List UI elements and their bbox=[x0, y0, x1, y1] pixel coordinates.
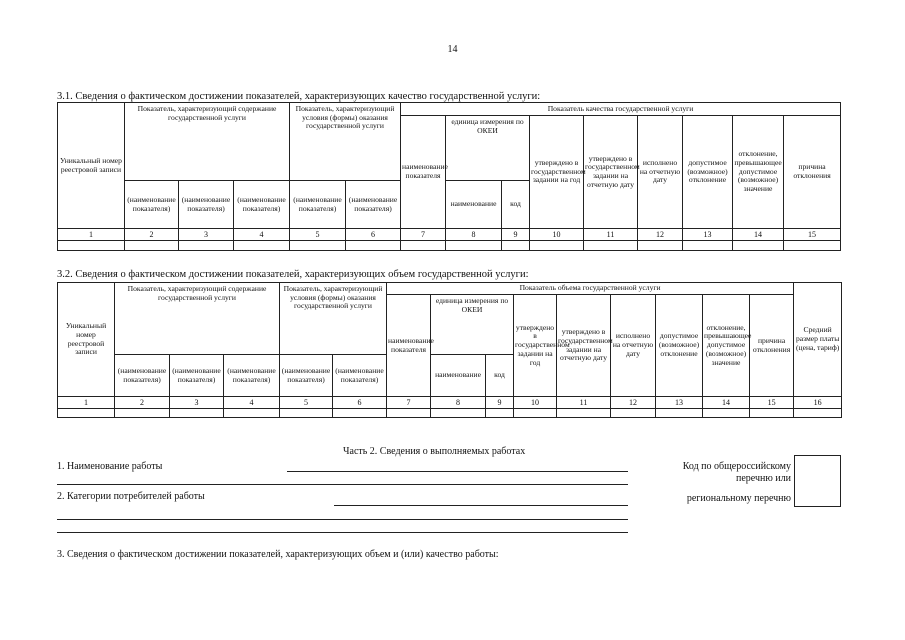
code-label-line1: Код по общероссийскому bbox=[682, 461, 791, 472]
sub-name-header: (наименование показателя) bbox=[333, 355, 387, 397]
column-number: 9 bbox=[486, 397, 514, 409]
avg-price-header: Средний размер платы (цена, тариф) bbox=[794, 283, 842, 397]
sub-name-header: (наименование показателя) bbox=[280, 355, 333, 397]
sub-name-header: (наименование показателя) bbox=[234, 181, 290, 229]
consumers-field[interactable] bbox=[334, 505, 628, 506]
conditions-indicator-header: Показатель, характеризующий условия (формы) оказания государственной услуги bbox=[280, 283, 387, 355]
column-number: 11 bbox=[557, 397, 611, 409]
indicator-name-header: наименование показателя bbox=[387, 295, 431, 397]
column-number: 10 bbox=[514, 397, 557, 409]
column-number: 5 bbox=[280, 397, 333, 409]
section-3-1-title: 3.1. Сведения о фактическом достижении показателей, характеризующих качество государственной услуги: bbox=[57, 91, 541, 102]
reason-header: причина отклонения bbox=[784, 116, 841, 229]
allowed-deviation-header: допустимое (возможное) отклонение bbox=[656, 295, 703, 397]
column-number: 8 bbox=[446, 229, 502, 241]
part2-title: Часть 2. Сведения о выполняемых работах bbox=[343, 446, 526, 457]
table-row bbox=[58, 409, 842, 418]
column-number: 1 bbox=[58, 229, 125, 241]
column-number: 4 bbox=[224, 397, 280, 409]
column-number: 3 bbox=[170, 397, 224, 409]
quality-table bbox=[57, 102, 841, 251]
unit-code-header: код bbox=[502, 181, 530, 229]
column-number: 2 bbox=[125, 229, 179, 241]
work-name-field-line[interactable] bbox=[57, 484, 628, 485]
column-number: 14 bbox=[703, 397, 750, 409]
content-indicator-header: Показатель, характеризующий содержание государственной услуги bbox=[115, 283, 280, 355]
column-number: 9 bbox=[502, 229, 530, 241]
sub-name-header: (наименование показателя) bbox=[125, 181, 179, 229]
column-number: 16 bbox=[794, 397, 842, 409]
column-number: 12 bbox=[638, 229, 683, 241]
sub-name-header: (наименование показателя) bbox=[224, 355, 280, 397]
content-indicator-header: Показатель, характеризующий содержание государственной услуги bbox=[125, 103, 290, 181]
column-number: 12 bbox=[611, 397, 656, 409]
sub-name-header: (наименование показателя) bbox=[179, 181, 234, 229]
column-number: 13 bbox=[656, 397, 703, 409]
section-3-2-title: 3.2. Сведения о фактическом достижении показателей, характеризующих объем государственной услуги: bbox=[57, 269, 529, 280]
approved-date-header: утверждено в государственном задании на отчетную дату bbox=[557, 295, 611, 397]
column-number: 11 bbox=[584, 229, 638, 241]
approved-date-header: утверждено в государственном задании на отчетную дату bbox=[584, 116, 638, 229]
column-number: 15 bbox=[750, 397, 794, 409]
column-number: 6 bbox=[346, 229, 401, 241]
column-number: 10 bbox=[530, 229, 584, 241]
volume-table bbox=[57, 282, 842, 418]
column-number: 13 bbox=[683, 229, 733, 241]
executed-header: исполнено на отчетную дату bbox=[638, 116, 683, 229]
column-number: 7 bbox=[401, 229, 446, 241]
work-name-field[interactable] bbox=[287, 471, 628, 472]
consumers-label: 2. Категории потребителей работы bbox=[57, 491, 205, 502]
sub-name-header: (наименование показателя) bbox=[346, 181, 401, 229]
quality-indicator-header: Показатель качества государственной услуги bbox=[401, 103, 841, 116]
column-number: 4 bbox=[234, 229, 290, 241]
unique-number-header: Уникальный номер реестровой записи bbox=[58, 103, 125, 229]
column-number: 1 bbox=[58, 397, 115, 409]
code-box[interactable] bbox=[794, 455, 841, 507]
indicator-name-header: наименование показателя bbox=[401, 116, 446, 229]
exceeding-deviation-header: отклонение, превышающее допустимое (возможное) значение bbox=[733, 116, 784, 229]
approved-year-header: утверждено в государственном задании на год bbox=[530, 116, 584, 229]
section-3-work-label: 3. Сведения о фактическом достижении показателей, характеризующих объем и (или) качество работы: bbox=[57, 549, 499, 560]
column-number: 14 bbox=[733, 229, 784, 241]
column-number: 6 bbox=[333, 397, 387, 409]
unit-name-header: наименование bbox=[431, 355, 486, 397]
column-number: 5 bbox=[290, 229, 346, 241]
unit-name-header: наименование bbox=[446, 181, 502, 229]
exceeding-deviation-header: отклонение, превышающее допустимое (возможное) значение bbox=[703, 295, 750, 397]
consumers-field-line[interactable] bbox=[57, 532, 628, 533]
code-label-line3: региональному перечню bbox=[686, 493, 791, 504]
column-number: 7 bbox=[387, 397, 431, 409]
conditions-indicator-header: Показатель, характеризующий условия (формы) оказания государственной услуги bbox=[290, 103, 401, 181]
volume-indicator-header: Показатель объема государственной услуги bbox=[387, 283, 794, 295]
work-name-label: 1. Наименование работы bbox=[57, 461, 163, 472]
code-label-line2: перечню или bbox=[735, 473, 791, 484]
executed-header: исполнено на отчетную дату bbox=[611, 295, 656, 397]
unit-code-header: код bbox=[486, 355, 514, 397]
sub-name-header: (наименование показателя) bbox=[290, 181, 346, 229]
column-number: 8 bbox=[431, 397, 486, 409]
column-number: 3 bbox=[179, 229, 234, 241]
column-number: 15 bbox=[784, 229, 841, 241]
sub-name-header: (наименование показателя) bbox=[170, 355, 224, 397]
unique-number-header: Уникальный номер реестровой записи bbox=[58, 283, 115, 397]
consumers-field-line[interactable] bbox=[57, 519, 628, 520]
unit-header: единица измерения по ОКЕИ bbox=[431, 295, 514, 355]
reason-header: причина отклонения bbox=[750, 295, 794, 397]
approved-year-header: утверждено в государственном задании на год bbox=[514, 295, 557, 397]
column-number: 2 bbox=[115, 397, 170, 409]
sub-name-header: (наименование показателя) bbox=[115, 355, 170, 397]
allowed-deviation-header: допустимое (возможное) отклонение bbox=[683, 116, 733, 229]
unit-header: единица измерения по ОКЕИ bbox=[446, 116, 530, 181]
page-number: 14 bbox=[447, 44, 458, 55]
table-row bbox=[58, 241, 841, 251]
